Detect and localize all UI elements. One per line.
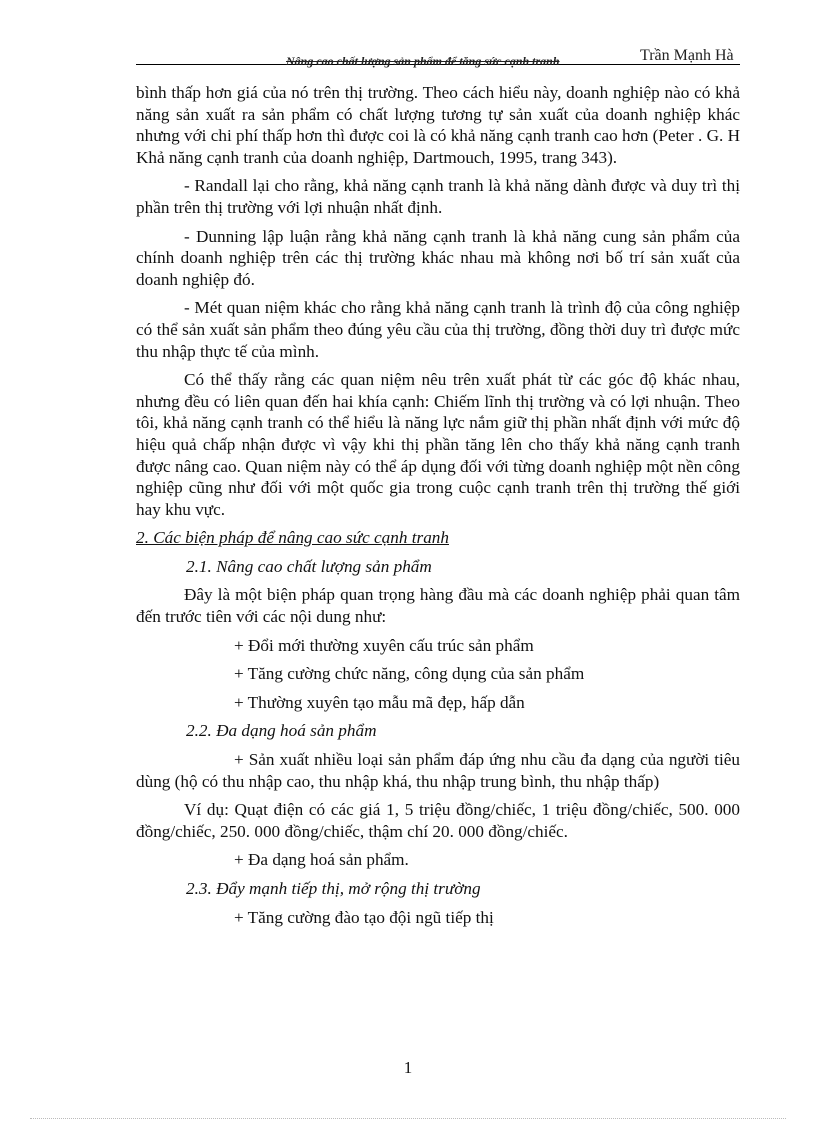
paragraph: bình thấp hơn giá của nó trên thị trường. Theo cách hiểu này, doanh nghiệp nào có khả năng sản xuất ra sản phẩm có chất lượng tương tự sản xuất của doanh nghiệp khác nhưng với chi phí thấp hơn thì được coi là có khả năng cạnh tranh cao hơn (Peter . G. H Khả năng cạnh tranh của doanh nghiệp, Dartmouch, 1995, trang 343). xyxy=(136,83,740,167)
bullet-item: + Đa dạng hoá sản phẩm. xyxy=(234,850,409,870)
bullet-item: + Tăng cường đào tạo đội ngũ tiếp thị xyxy=(234,907,494,927)
paragraph: - Randall lại cho rằng, khả năng cạnh tranh là khả năng dành được và duy trì thị phần trên thị trường với lợi nhuận nhất định. xyxy=(136,176,740,217)
section-heading: 2. Các biện pháp để nâng cao sức cạnh tranh xyxy=(136,528,449,548)
subsection-heading: 2.3. Đẩy mạnh tiếp thị, mở rộng thị trường xyxy=(186,879,481,898)
bullet-item: + Đổi mới thường xuyên cấu trúc sản phẩm xyxy=(234,635,534,655)
paragraph: + Sản xuất nhiều loại sản phẩm đáp ứng nhu cầu đa dạng của người tiêu dùng (hộ có thu nhập cao, thu nhập khá, thu nhập trung bình, thu nhập thấp) xyxy=(136,750,740,791)
bullet-item: + Thường xuyên tạo mẫu mã đẹp, hấp dẫn xyxy=(234,692,525,712)
bullet-item: + Tăng cường chức năng, công dụng của sản phẩm xyxy=(234,664,585,684)
subsection-heading: 2.2. Đa dạng hoá sản phẩm xyxy=(186,721,377,741)
paragraph: Có thể thấy rằng các quan niệm nêu trên xuất phát từ các góc độ khác nhau, nhưng đều có liên quan đến hai khía cạnh: Chiếm lĩnh thị trường và có lợi nhuận. Theo tôi, khả năng cạnh tranh có thể hiểu là năng lực nắm giữ thị phần nhất định với mức độ hiệu quả chấp nhận được vì vậy khi thị phần tăng lên cho thấy khả năng cạnh tranh được nâng cao. Quan niệm này có thể áp dụng đối với từng doanh nghiệp một nền công nghiệp cũng như đối với một quốc gia trong cuộc cạnh tranh trên thị trường thế giới hay khu vực. xyxy=(136,370,740,519)
paragraph: Đây là một biện pháp quan trọng hàng đầu mà các doanh nghiệp phải quan tâm đến trước tiên với các nội dung như: xyxy=(136,585,740,627)
paragraph: - Dunning lập luận rằng khả năng cạnh tranh là khả năng cung sản phẩm của chính doanh nghiệp trên các thị trường khác nhau mà không nơi bố trí sản xuất của doanh nghiệp đó. xyxy=(136,226,740,289)
subsection-heading: 2.1. Nâng cao chất lượng sản phẩm xyxy=(186,556,432,576)
page-number: 1 xyxy=(403,1058,413,1077)
header-author: Trần Mạnh Hà xyxy=(640,47,734,64)
page-bottom-border xyxy=(30,1118,786,1119)
paragraph: - Mét quan niệm khác cho rằng khả năng cạnh tranh là trình độ của công nghiệp có thể sản xuất sản phẩm theo đúng yêu cầu của thị trường, đồng thời duy trì được mức thu nhập thực tế của mình. xyxy=(136,298,740,361)
paragraph: Ví dụ: Quạt điện có các giá 1, 5 triệu đồng/chiếc, 1 triệu đồng/chiếc, 500. 000 đồng/chiếc, 250. 000 đồng/chiếc, thậm chí 20. 000 đồng/chiếc. xyxy=(136,800,740,841)
header-title: Nâng cao chất lượng sản phẩm để tăng sức cạnh tranh xyxy=(286,54,560,68)
document-body xyxy=(136,82,740,935)
